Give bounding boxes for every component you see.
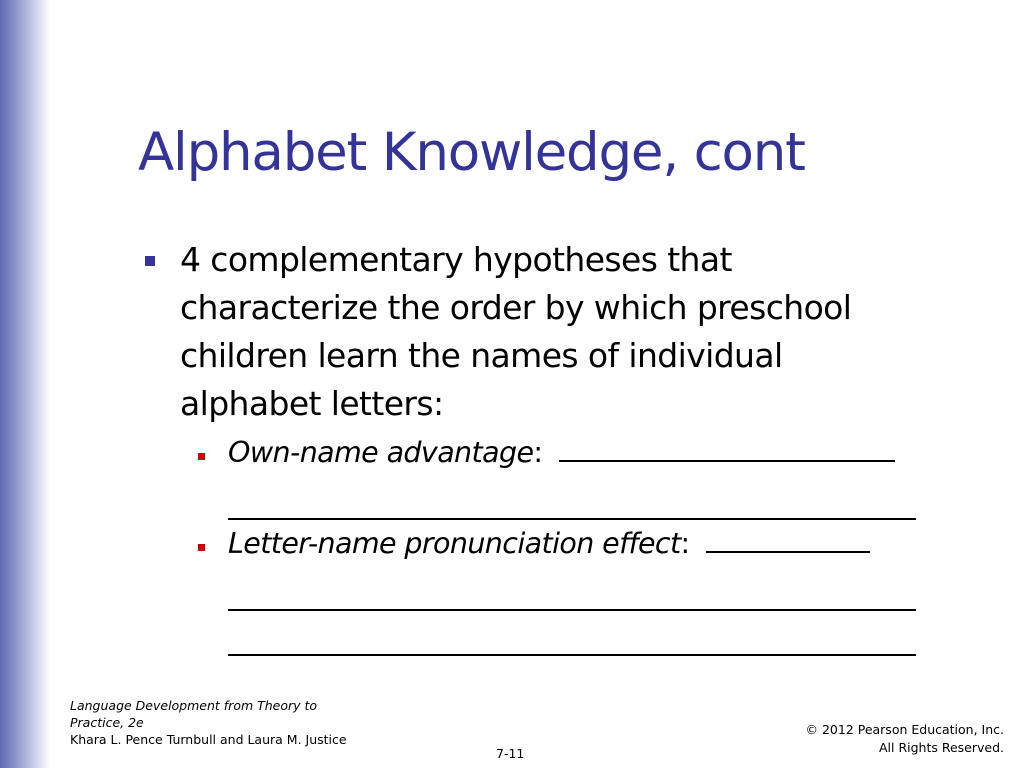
main-bullet-text bbox=[180, 236, 940, 428]
bullet-square-icon bbox=[145, 256, 155, 266]
fill-in-blank bbox=[228, 566, 916, 611]
footer-book-title: Language Development from Theory to bbox=[70, 698, 318, 713]
main-bullet-line: 4 complementary hypotheses that bbox=[180, 240, 732, 279]
footer-authors: Khara L. Pence Turnbull and Laura M. Justice bbox=[70, 732, 347, 747]
sub-bullet-term: Own-name advantage bbox=[228, 436, 534, 469]
main-bullet-line: characterize the order by which preschool bbox=[180, 288, 852, 327]
sub-bullet-square-icon bbox=[198, 453, 205, 460]
sub-bullet-term: Letter-name pronunciation effect bbox=[228, 527, 681, 560]
page-number: 7-11 bbox=[496, 746, 525, 761]
slide-title: Alphabet Knowledge, cont bbox=[138, 122, 805, 183]
fill-in-blank bbox=[228, 475, 916, 520]
fill-in-blank bbox=[228, 611, 916, 656]
sub-bullet-separator: : bbox=[680, 527, 690, 560]
sub-bullet-own-name bbox=[228, 430, 928, 520]
footer-book-edition: Practice, 2e bbox=[70, 715, 144, 730]
sub-bullet-separator: : bbox=[533, 436, 543, 469]
footer-copyright bbox=[805, 721, 1004, 757]
sub-bullet-square-icon bbox=[198, 544, 205, 551]
sub-bullet-letter-name bbox=[228, 521, 928, 656]
fill-in-blank bbox=[559, 432, 895, 462]
main-bullet-line: children learn the names of individual bbox=[180, 336, 783, 375]
fill-in-blank bbox=[706, 523, 870, 553]
main-bullet-line: alphabet letters: bbox=[180, 384, 444, 423]
copyright-text: © 2012 Pearson Education, Inc. bbox=[805, 722, 1004, 737]
rights-text: All Rights Reserved. bbox=[878, 740, 1004, 755]
footer-book-info bbox=[70, 697, 370, 748]
